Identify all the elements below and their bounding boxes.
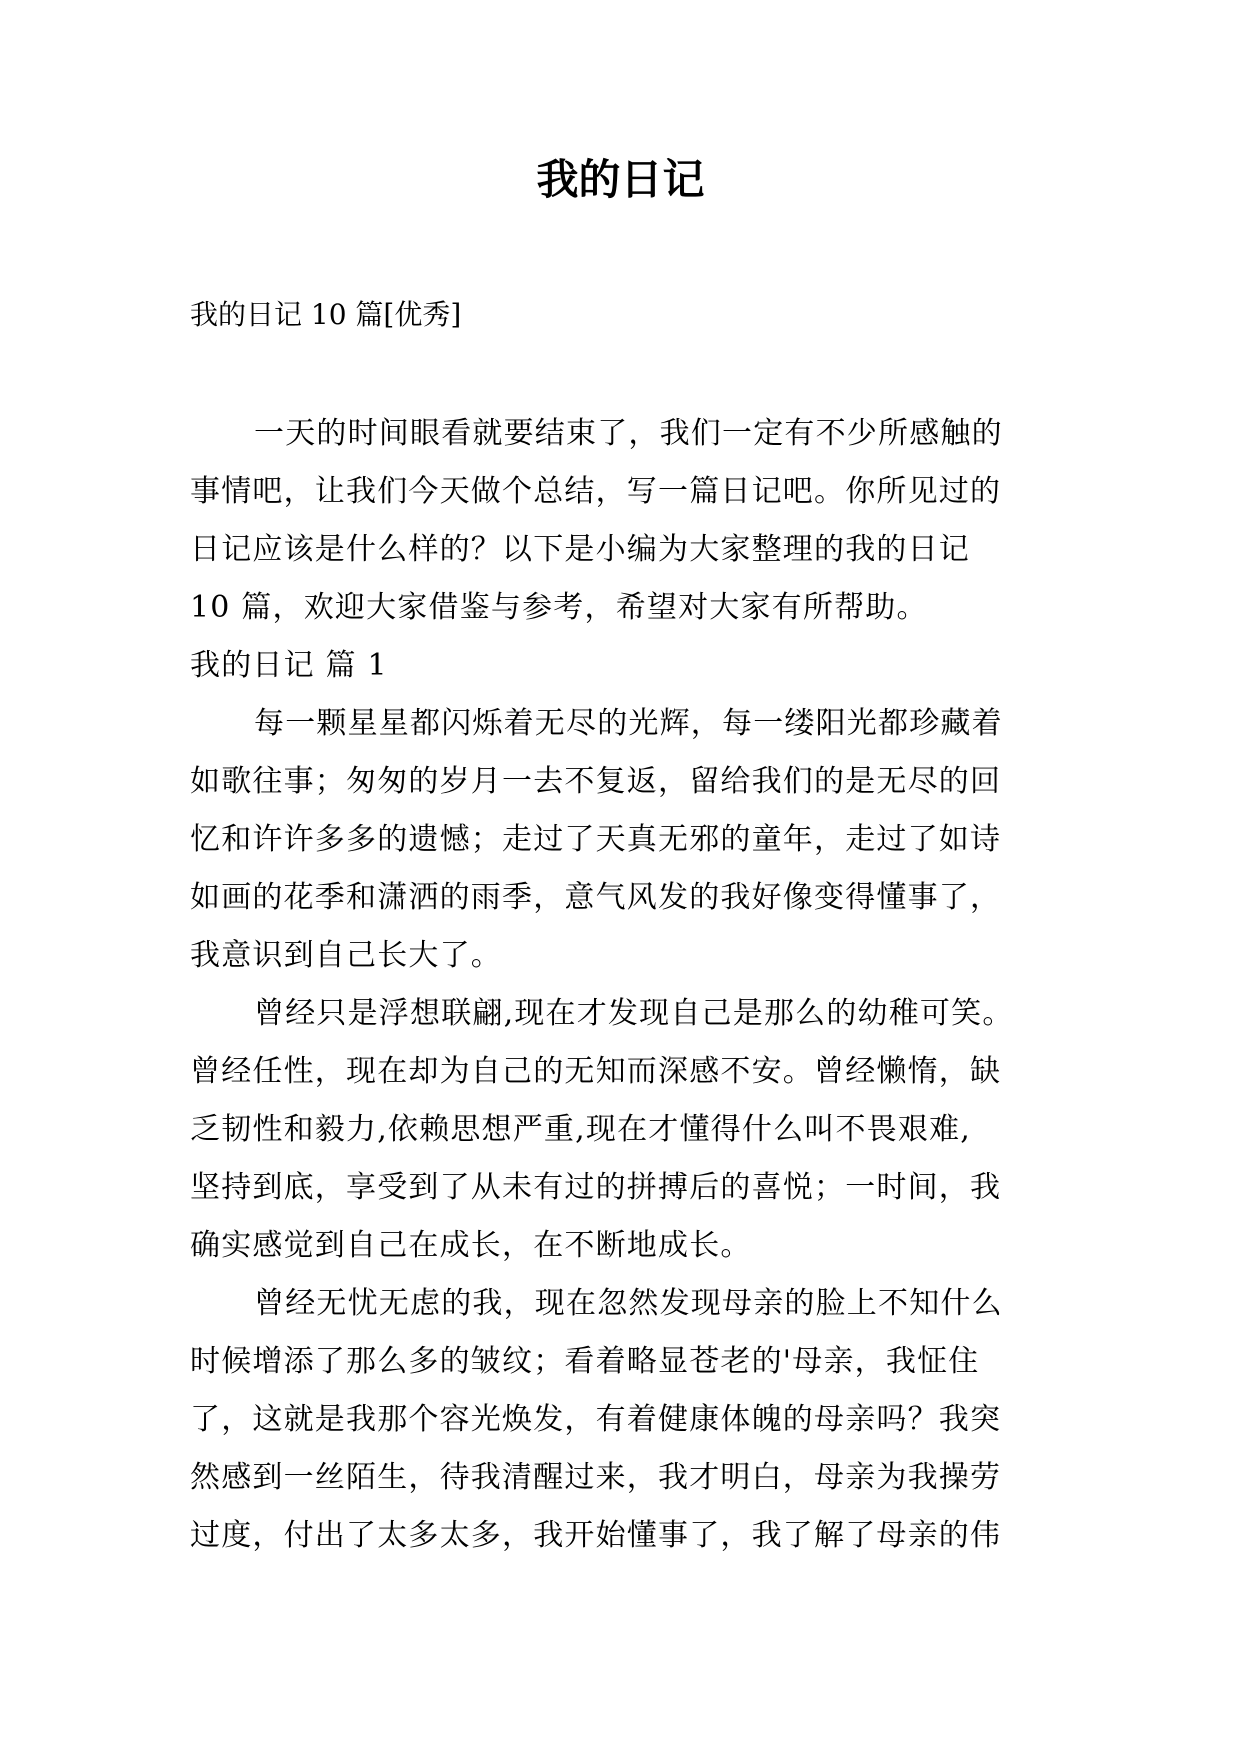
text-line: 坚持到底，享受到了从未有过的拼搏后的喜悦；一时间，我 (190, 1170, 1002, 1205)
text-line: 我的日记 篇 1 (190, 648, 388, 683)
document-subtitle: 我的日记 10 篇[优秀] (190, 298, 462, 331)
text-line: 每一颗星星都闪烁着无尽的光辉，每一缕阳光都珍藏着 (254, 706, 1003, 741)
text-line: 忆和许许多多的遗憾；走过了天真无邪的童年，走过了如诗 (190, 822, 1002, 857)
text-line: 日记应该是什么样的？以下是小编为大家整理的我的日记 (190, 532, 970, 567)
text-line: 过度，付出了太多太多，我开始懂事了，我了解了母亲的伟 (190, 1518, 1002, 1553)
text-line: 曾经只是浮想联翩,现在才发现自己是那么的幼稚可笑。 (254, 996, 1014, 1031)
text-line: 乏韧性和毅力,依赖思想严重,现在才懂得什么叫不畏艰难, (190, 1112, 972, 1147)
text-line: 曾经无忧无虑的我，现在忽然发现母亲的脸上不知什么 (254, 1286, 1003, 1321)
text-line: 了，这就是我那个容光焕发，有着健康体魄的母亲吗？我突 (190, 1402, 1002, 1437)
text-line: 如歌往事；匆匆的岁月一去不复返，留给我们的是无尽的回 (190, 764, 1002, 799)
text-line: 我意识到自己长大了。 (190, 938, 502, 973)
text-line: 如画的花季和潇洒的雨季，意气风发的我好像变得懂事了， (190, 880, 1002, 915)
text-line: 然感到一丝陌生，待我清醒过来，我才明白，母亲为我操劳 (190, 1460, 1002, 1495)
text-line: 一天的时间眼看就要结束了，我们一定有不少所感触的 (254, 416, 1003, 451)
text-line: 时候增添了那么多的皱纹；看着略显苍老的'母亲，我怔住 (190, 1344, 980, 1379)
text-line: 事情吧，让我们今天做个总结，写一篇日记吧。你所见过的 (190, 474, 1002, 509)
text-line: 曾经任性，现在却为自己的无知而深感不安。曾经懒惰，缺 (190, 1054, 1002, 1089)
text-line: 10 篇，欢迎大家借鉴与参考，希望对大家有所帮助。 (190, 590, 928, 625)
text-line: 确实感觉到自己在成长，在不断地成长。 (190, 1228, 752, 1263)
page-title: 我的日记 (536, 155, 705, 204)
document-body (190, 405, 1070, 1565)
